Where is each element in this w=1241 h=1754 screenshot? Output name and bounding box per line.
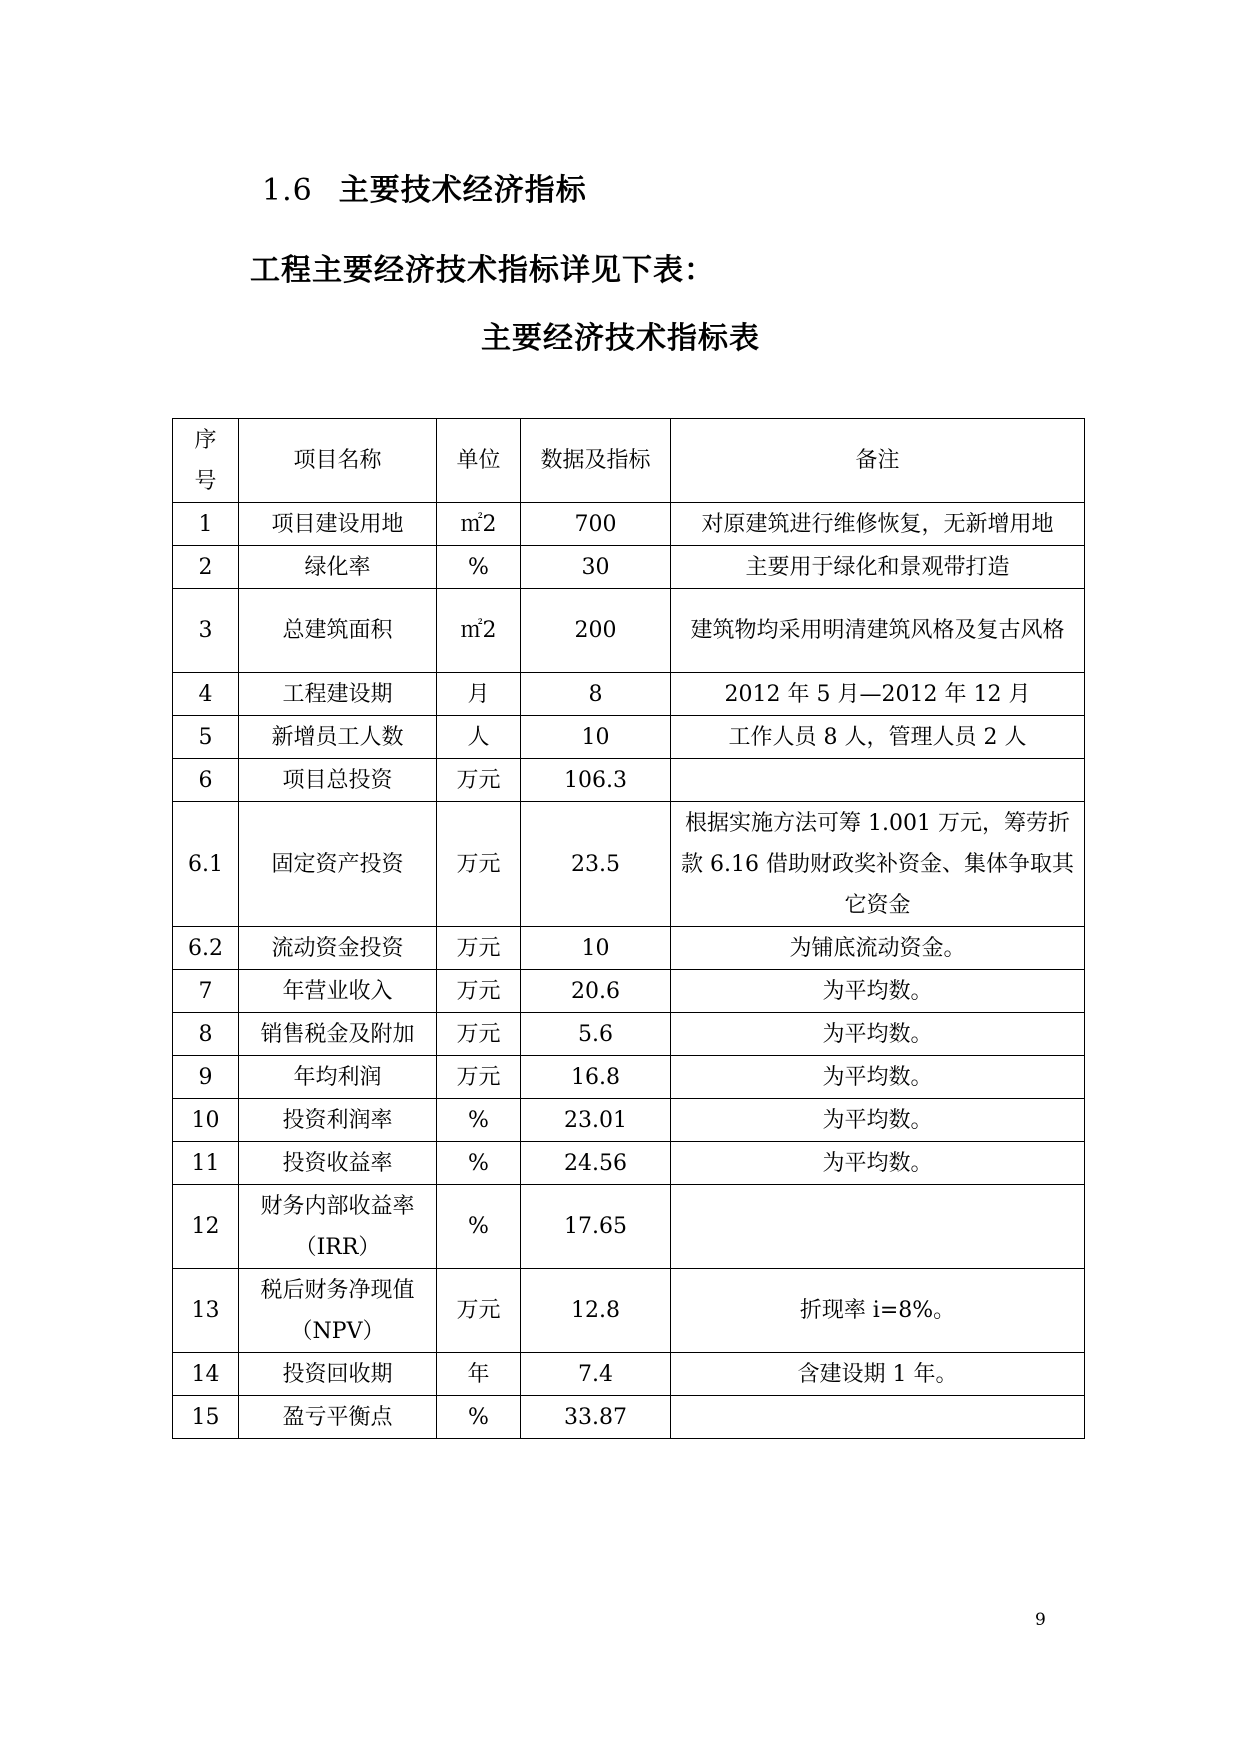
cell-unit: 万元 — [437, 927, 521, 970]
header-seq: 序号 — [173, 419, 239, 503]
cell-seq: 2 — [173, 546, 239, 589]
cell-seq: 6 — [173, 759, 239, 802]
cell-remark: 2012 年 5 月—2012 年 12 月 — [671, 673, 1085, 716]
cell-remark — [671, 1185, 1085, 1269]
cell-name: 新增员工人数 — [239, 716, 437, 759]
cell-name: 绿化率 — [239, 546, 437, 589]
cell-name: 流动资金投资 — [239, 927, 437, 970]
table-row — [173, 673, 1085, 716]
cell-unit: 万元 — [437, 802, 521, 927]
section-number: 1.6 — [262, 173, 313, 208]
cell-remark: 为平均数。 — [671, 1142, 1085, 1185]
cell-seq: 9 — [173, 1056, 239, 1099]
cell-seq: 4 — [173, 673, 239, 716]
table-header-row — [173, 419, 1085, 503]
table-row — [173, 1056, 1085, 1099]
cell-name: 盈亏平衡点 — [239, 1396, 437, 1439]
cell-name: 项目总投资 — [239, 759, 437, 802]
cell-remark — [671, 759, 1085, 802]
cell-seq: 11 — [173, 1142, 239, 1185]
cell-unit: 人 — [437, 716, 521, 759]
cell-name: 工程建设期 — [239, 673, 437, 716]
table-row — [173, 1013, 1085, 1056]
cell-remark: 工作人员 8 人，管理人员 2 人 — [671, 716, 1085, 759]
header-unit: 单位 — [437, 419, 521, 503]
cell-unit: 年 — [437, 1353, 521, 1396]
cell-seq: 7 — [173, 970, 239, 1013]
table-row — [173, 546, 1085, 589]
cell-unit: % — [437, 1099, 521, 1142]
cell-value: 700 — [521, 503, 671, 546]
header-value: 数据及指标 — [521, 419, 671, 503]
cell-seq: 1 — [173, 503, 239, 546]
table-row — [173, 716, 1085, 759]
cell-unit: % — [437, 1396, 521, 1439]
cell-unit: 万元 — [437, 970, 521, 1013]
table-title: 主要经济技术指标表 — [481, 321, 760, 356]
metrics-table — [172, 418, 1085, 1439]
table-row — [173, 927, 1085, 970]
cell-value: 33.87 — [521, 1396, 671, 1439]
cell-value: 24.56 — [521, 1142, 671, 1185]
cell-remark: 为平均数。 — [671, 1013, 1085, 1056]
cell-name: 税后财务净现值（NPV） — [239, 1269, 437, 1353]
cell-seq: 13 — [173, 1269, 239, 1353]
cell-value: 12.8 — [521, 1269, 671, 1353]
cell-remark: 根据实施方法可筹 1.001 万元，筹劳折款 6.16 借助财政奖补资金、集体争取其它资金 — [671, 802, 1085, 927]
cell-remark: 为平均数。 — [671, 1056, 1085, 1099]
cell-name: 投资回收期 — [239, 1353, 437, 1396]
cell-value: 106.3 — [521, 759, 671, 802]
cell-value: 17.65 — [521, 1185, 671, 1269]
cell-value: 7.4 — [521, 1353, 671, 1396]
cell-unit: ㎡2 — [437, 503, 521, 546]
section-title: 主要技术经济指标 — [338, 173, 587, 208]
cell-name: 总建筑面积 — [239, 589, 437, 673]
cell-value: 16.8 — [521, 1056, 671, 1099]
page-number: 9 — [1035, 1610, 1046, 1630]
cell-name: 固定资产投资 — [239, 802, 437, 927]
cell-seq: 6.2 — [173, 927, 239, 970]
table-row — [173, 1269, 1085, 1353]
cell-value: 8 — [521, 673, 671, 716]
cell-remark: 折现率 i=8%。 — [671, 1269, 1085, 1353]
table-row — [173, 503, 1085, 546]
cell-remark: 为平均数。 — [671, 1099, 1085, 1142]
table-row — [173, 970, 1085, 1013]
cell-remark: 主要用于绿化和景观带打造 — [671, 546, 1085, 589]
header-name: 项目名称 — [239, 419, 437, 503]
cell-unit: 万元 — [437, 1013, 521, 1056]
cell-value: 30 — [521, 546, 671, 589]
cell-name: 投资收益率 — [239, 1142, 437, 1185]
cell-remark: 对原建筑进行维修恢复，无新增用地 — [671, 503, 1085, 546]
cell-unit: 月 — [437, 673, 521, 716]
cell-unit: 万元 — [437, 1056, 521, 1099]
cell-name: 年均利润 — [239, 1056, 437, 1099]
table-row — [173, 1142, 1085, 1185]
cell-name: 项目建设用地 — [239, 503, 437, 546]
cell-seq: 15 — [173, 1396, 239, 1439]
header-remark: 备注 — [671, 419, 1085, 503]
cell-remark: 建筑物均采用明清建筑风格及复古风格 — [671, 589, 1085, 673]
cell-seq: 3 — [173, 589, 239, 673]
cell-unit: % — [437, 546, 521, 589]
cell-unit: 万元 — [437, 1269, 521, 1353]
intro-text: 工程主要经济技术指标详见下表： — [250, 253, 715, 288]
table-row — [173, 1396, 1085, 1439]
cell-unit: % — [437, 1185, 521, 1269]
cell-seq: 12 — [173, 1185, 239, 1269]
cell-seq: 10 — [173, 1099, 239, 1142]
cell-unit: ㎡2 — [437, 589, 521, 673]
cell-unit: 万元 — [437, 759, 521, 802]
cell-seq: 8 — [173, 1013, 239, 1056]
cell-name: 投资利润率 — [239, 1099, 437, 1142]
cell-value: 20.6 — [521, 970, 671, 1013]
cell-seq: 14 — [173, 1353, 239, 1396]
cell-value: 10 — [521, 716, 671, 759]
cell-remark: 为平均数。 — [671, 970, 1085, 1013]
table-row — [173, 1185, 1085, 1269]
cell-value: 10 — [521, 927, 671, 970]
cell-remark: 为铺底流动资金。 — [671, 927, 1085, 970]
cell-value: 200 — [521, 589, 671, 673]
table-row — [173, 589, 1085, 673]
cell-value: 5.6 — [521, 1013, 671, 1056]
table-row — [173, 1099, 1085, 1142]
cell-name: 年营业收入 — [239, 970, 437, 1013]
table-row — [173, 802, 1085, 927]
cell-value: 23.5 — [521, 802, 671, 927]
table-row — [173, 1353, 1085, 1396]
table-row — [173, 759, 1085, 802]
section-heading — [262, 165, 587, 209]
cell-seq: 6.1 — [173, 802, 239, 927]
cell-name: 财务内部收益率（IRR） — [239, 1185, 437, 1269]
cell-unit: % — [437, 1142, 521, 1185]
cell-name: 销售税金及附加 — [239, 1013, 437, 1056]
cell-remark: 含建设期 1 年。 — [671, 1353, 1085, 1396]
cell-value: 23.01 — [521, 1099, 671, 1142]
cell-remark — [671, 1396, 1085, 1439]
cell-seq: 5 — [173, 716, 239, 759]
